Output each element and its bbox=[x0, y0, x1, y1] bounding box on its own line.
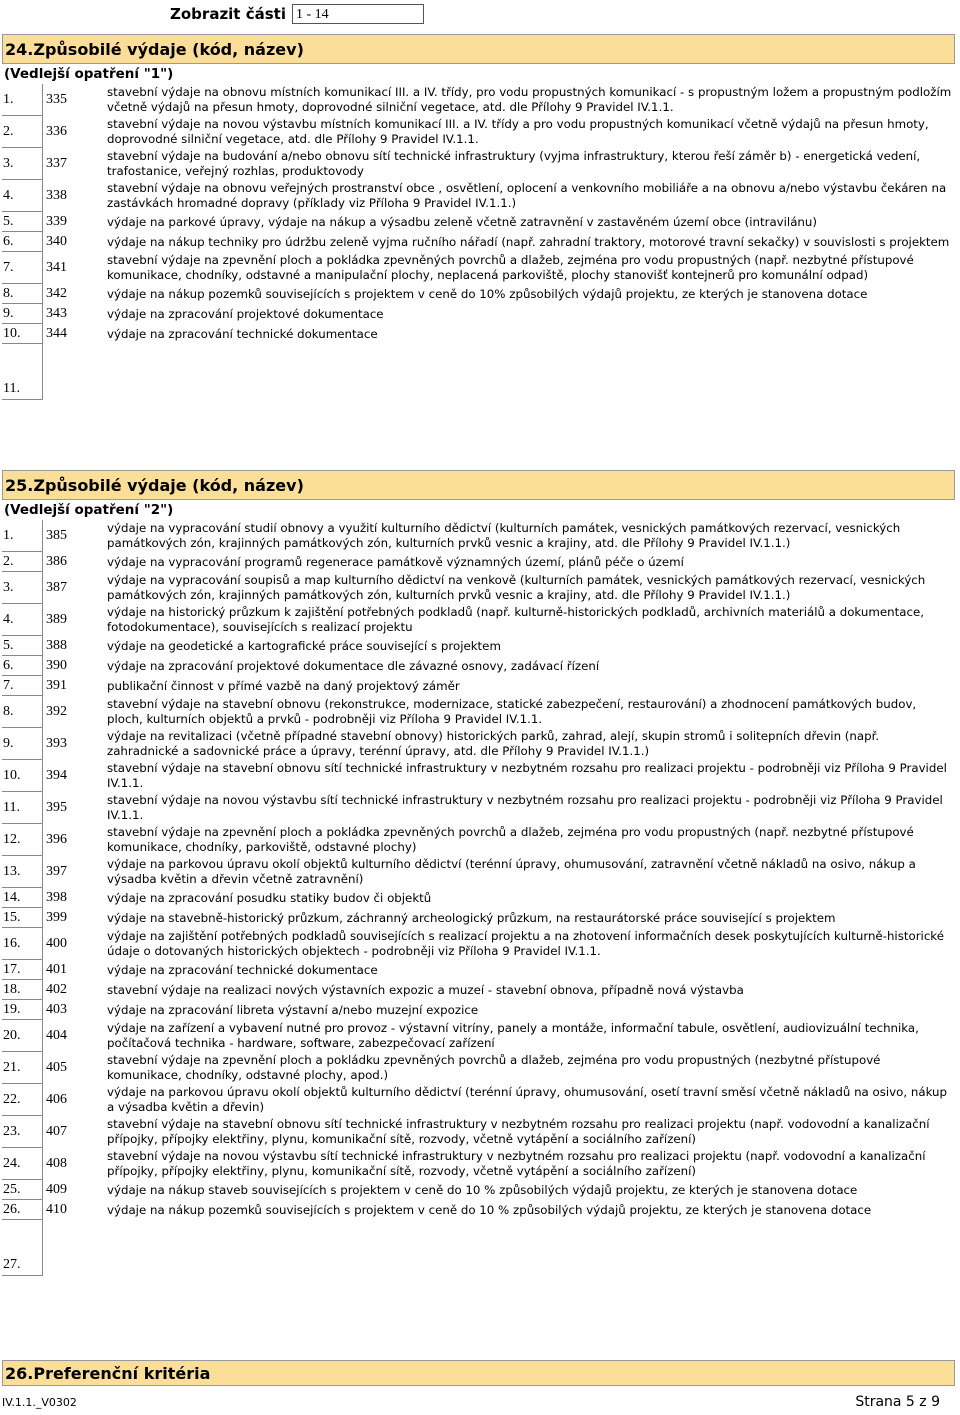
table-row bbox=[2, 856, 955, 888]
table-row bbox=[2, 888, 955, 908]
expense-description: výdaje na zajištění potřebných podkladů souvisejících s realizací projektu a na zhotovení informačních desek poskytujících kulturně-historické údaje o dotovaných historických objektech - podrobněji viz Příloha 9 Pravidel IV.1.1. bbox=[107, 929, 944, 958]
row-number: 9. bbox=[2, 304, 43, 324]
table-row bbox=[2, 148, 955, 180]
expense-description: výdaje na nákup pozemků souvisejících s projektem v ceně do 10 % způsobilých výdajů projektu, ze kterých je stanovena dotace bbox=[107, 1202, 872, 1217]
table-row bbox=[2, 1084, 955, 1116]
row-number: 1. bbox=[2, 520, 43, 552]
row-number: 1. bbox=[2, 84, 43, 116]
table-row bbox=[2, 84, 955, 116]
expense-description: výdaje na vypracování programů regenerace památkově významných území, plánů péče o území bbox=[107, 554, 684, 569]
expense-description: stavební výdaje na stavební obnovu (rekonstrukce, modernizace, statické zabezpečení, restaurování) a zhodnocení památkových budov, ploch, kulturních objektů a prvků - podrobněji viz Příloha 9 Pravidel IV.1.1. bbox=[107, 697, 917, 726]
expense-description: výdaje na zpracování posudku statiky budov či objektů bbox=[107, 890, 432, 905]
table-row bbox=[2, 232, 955, 252]
row-number: 2. bbox=[2, 116, 43, 148]
row-number: 12. bbox=[2, 824, 43, 856]
expense-code: 394 bbox=[43, 760, 105, 792]
table-row bbox=[2, 824, 955, 856]
table-row bbox=[2, 180, 955, 212]
table-row bbox=[2, 696, 955, 728]
section-24-empty-row bbox=[2, 344, 955, 400]
row-number: 20. bbox=[2, 1020, 43, 1052]
expense-code: 385 bbox=[43, 520, 105, 552]
expense-description: výdaje na parkovou úpravu okolí objektů kulturního dědictví (terénní úpravy, ohumusování, osetí travní směsí včetně nákladů na osivo, nákup a výsadba květin a dřevin) bbox=[107, 1085, 948, 1114]
row-number: 3. bbox=[2, 148, 43, 180]
document-code: IV.1.1._V0302 bbox=[2, 1396, 77, 1409]
section-selector bbox=[170, 2, 424, 26]
section-24 bbox=[2, 34, 955, 400]
row-number: 3. bbox=[2, 572, 43, 604]
expense-code: 398 bbox=[43, 888, 105, 908]
table-row bbox=[2, 1200, 955, 1220]
row-number: 10. bbox=[2, 760, 43, 792]
expense-code: 403 bbox=[43, 1000, 105, 1020]
table-row bbox=[2, 1000, 955, 1020]
expense-code: 401 bbox=[43, 960, 105, 980]
expense-code: 389 bbox=[43, 604, 105, 636]
table-row bbox=[2, 980, 955, 1000]
expense-code: 336 bbox=[43, 116, 105, 148]
expense-description: stavební výdaje na zpevnění ploch a pokládka zpevněných povrchů a dlažeb, zejména pro vodu propustných (např. nezbytné přístupové komunikace, chodníky, parkoviště, odstavné plochy) bbox=[107, 825, 914, 854]
table-row bbox=[2, 1116, 955, 1148]
expense-code: 388 bbox=[43, 636, 105, 656]
row-number: 4. bbox=[2, 604, 43, 636]
expense-description: výdaje na revitalizaci (včetně případné stavební obnovy) historických parků, zahrad, alejí, skupin stromů i solitерních dřevin (např. zahradnické a sadovnické práce a úpravy, terénní úpravy, atd. dle Přílohy 9 Pravidel IV.1.1.) bbox=[107, 729, 880, 758]
expense-code: 340 bbox=[43, 232, 105, 252]
table-row bbox=[2, 1020, 955, 1052]
expense-description: stavební výdaje na novou výstavbu sítí technické infrastruktury v nezbytném rozsahu pro realizaci projektu (např. vodovodní a kanalizační přípojky, přípojky elektřiny, plynu, komunikační sítě, rozvody, včetně vytápění a sociálního zařízení) bbox=[107, 1149, 926, 1178]
expense-code: 391 bbox=[43, 676, 105, 696]
table-row bbox=[2, 908, 955, 928]
expense-description: výdaje na zpracování technické dokumentace bbox=[107, 326, 378, 341]
expense-code: 342 bbox=[43, 284, 105, 304]
expense-description: publikační činnost v přímé vazbě na daný projektový záměr bbox=[107, 678, 460, 693]
table-row bbox=[2, 656, 955, 676]
expense-code: 386 bbox=[43, 552, 105, 572]
table-row bbox=[2, 252, 955, 284]
expense-description: výdaje na nákup pozemků souvisejících s projektem v ceně do 10% způsobilých výdajů projektu, ze kterých je stanovena dotace bbox=[107, 286, 868, 301]
table-row bbox=[2, 728, 955, 760]
row-number: 19. bbox=[2, 1000, 43, 1020]
table-row bbox=[2, 552, 955, 572]
expense-description: výdaje na zpracování projektové dokumentace dle závazné osnovy, zadávací řízení bbox=[107, 658, 600, 673]
table-row bbox=[2, 1148, 955, 1180]
expense-description: výdaje na zpracování libreta výstavní a/nebo muzejní expozice bbox=[107, 1002, 479, 1017]
section-24-subtitle: (Vedlejší opatření "1") bbox=[4, 66, 174, 82]
row-number: 5. bbox=[2, 212, 43, 232]
expense-code: 387 bbox=[43, 572, 105, 604]
page-number: Strana 5 z 9 bbox=[855, 1394, 940, 1410]
expense-code: 393 bbox=[43, 728, 105, 760]
section-24-title: 24.Způsobilé výdaje (kód, název) bbox=[2, 34, 955, 64]
expense-code: 402 bbox=[43, 980, 105, 1000]
expense-code: 343 bbox=[43, 304, 105, 324]
expense-code: 395 bbox=[43, 792, 105, 824]
row-number: 22. bbox=[2, 1084, 43, 1116]
expense-description: výdaje na vypracování studií obnovy a využití kulturního dědictví (kulturních památek, vesnických památkových rezervací, vesnických památkových zón, krajinných památkových zón, kulturních prvků vesnic a krajiny, atd. dle Přílohy 9 Pravidel IV.1.1.) bbox=[107, 521, 901, 550]
row-number: 24. bbox=[2, 1148, 43, 1180]
expense-code: 344 bbox=[43, 324, 105, 344]
row-number: 11. bbox=[2, 344, 43, 400]
row-number: 6. bbox=[2, 232, 43, 252]
table-row bbox=[2, 760, 955, 792]
row-number: 26. bbox=[2, 1200, 43, 1220]
table-row bbox=[2, 520, 955, 552]
row-number: 7. bbox=[2, 252, 43, 284]
expense-code: 406 bbox=[43, 1084, 105, 1116]
expense-description: stavební výdaje na zpevnění ploch a pokládka zpevněných povrchů a dlažeb, zejména pro vodu propustných (např. nezbytné přístupové komunikace, chodníky, odstavné a manipulační plochy, neplacená parkoviště, plochy stanovišť kontejnerů pro komunální odpad) bbox=[107, 253, 914, 282]
section-selector-label: Zobrazit části bbox=[170, 5, 286, 23]
expense-code: 397 bbox=[43, 856, 105, 888]
expense-description: stavební výdaje na budování a/nebo obnovu sítí technické infrastruktury (vyjma infrastruktury, kterou řeší záměr b) - energetická vedení, trafostanice, veřejný rozhlas, produktovody bbox=[107, 149, 921, 178]
expense-code: 405 bbox=[43, 1052, 105, 1084]
expense-code: 335 bbox=[43, 84, 105, 116]
expense-description: stavební výdaje na stavební obnovu sítí technické infrastruktury v nezbytném rozsahu pro realizaci projektu (např. vodovodní a kanalizační přípojky, přípojky elektřiny, plynu, komunikační sítě, rozvody, včetně vytápění a sociálního zařízení) bbox=[107, 1117, 930, 1146]
row-number: 10. bbox=[2, 324, 43, 344]
expense-code: 392 bbox=[43, 696, 105, 728]
table-row bbox=[2, 636, 955, 656]
expense-code: 408 bbox=[43, 1148, 105, 1180]
expense-description: výdaje na nákup staveb souvisejících s projektem v ceně do 10 % způsobilých výdajů projektu, ze kterých je stanovena dotace bbox=[107, 1182, 858, 1197]
table-row bbox=[2, 1052, 955, 1084]
row-number: 8. bbox=[2, 696, 43, 728]
expense-code: 339 bbox=[43, 212, 105, 232]
row-number: 5. bbox=[2, 636, 43, 656]
expense-code: 410 bbox=[43, 1200, 105, 1220]
table-row bbox=[2, 572, 955, 604]
expense-code: 404 bbox=[43, 1020, 105, 1052]
table-row bbox=[2, 116, 955, 148]
table-row bbox=[2, 1180, 955, 1200]
expense-description: výdaje na zařízení a vybavení nutné pro provoz - výstavní vitríny, panely a montáže, informační tabule, osvětlení, audiovizuální technika, počítačová technika - hardware, software, zabezpečovací zařízení bbox=[107, 1021, 919, 1050]
expense-description: stavební výdaje na novou výstavbu sítí technické infrastruktury v nezbytném rozsahu pro realizaci projektu - podrobněji viz Příloha 9 Pravidel IV.1.1. bbox=[107, 793, 943, 822]
expense-description: výdaje na parkovou úpravu okolí objektů kulturního dědictví (terénní úpravy, ohumusování, zatravnění včetně nákladů na osivo, nákup a výsadba květin a dřevin včetně zatravnění) bbox=[107, 857, 916, 886]
row-number: 25. bbox=[2, 1180, 43, 1200]
row-number: 17. bbox=[2, 960, 43, 980]
table-row bbox=[2, 604, 955, 636]
expense-code: 399 bbox=[43, 908, 105, 928]
section-25 bbox=[2, 470, 955, 1276]
row-number: 13. bbox=[2, 856, 43, 888]
expense-description: stavební výdaje na realizaci nových výstavních expozic a muzeí - stavební obnova, případně nová výstavba bbox=[107, 982, 744, 997]
expense-code: 338 bbox=[43, 180, 105, 212]
row-number: 7. bbox=[2, 676, 43, 696]
expense-code: 390 bbox=[43, 656, 105, 676]
expense-description: výdaje na zpracování projektové dokumentace bbox=[107, 306, 384, 321]
row-number: 23. bbox=[2, 1116, 43, 1148]
row-number: 16. bbox=[2, 928, 43, 960]
table-row bbox=[2, 960, 955, 980]
row-number: 21. bbox=[2, 1052, 43, 1084]
section-25-title: 25.Způsobilé výdaje (kód, název) bbox=[2, 470, 955, 500]
section-26-title: 26.Preferenční kritéria bbox=[2, 1360, 955, 1386]
row-number: 6. bbox=[2, 656, 43, 676]
table-row bbox=[2, 212, 955, 232]
row-number: 27. bbox=[2, 1220, 43, 1276]
expense-code: 400 bbox=[43, 928, 105, 960]
expense-code: 396 bbox=[43, 824, 105, 856]
table-row bbox=[2, 928, 955, 960]
table-row bbox=[2, 284, 955, 304]
expense-code: 407 bbox=[43, 1116, 105, 1148]
table-row bbox=[2, 304, 955, 324]
expense-description: stavební výdaje na stavební obnovu sítí technické infrastruktury v nezbytném rozsahu pro realizaci projektu - podrobněji viz Příloha 9 Pravidel IV.1.1. bbox=[107, 761, 947, 790]
row-number: 2. bbox=[2, 552, 43, 572]
section-range-input[interactable]: 1 - 14 bbox=[292, 4, 424, 24]
expense-description: stavební výdaje na obnovu místních komunikací III. a IV. třídy, pro vodu propustných komunikací - s propustným ložem a propustným podložím včetně výdajů na přesun hmoty, doprovodné silniční vegetace, atd. dle Přílohy 9 Pravidel IV.1.1. bbox=[107, 85, 952, 114]
row-number: 15. bbox=[2, 908, 43, 928]
expense-code: 409 bbox=[43, 1180, 105, 1200]
expense-code: 341 bbox=[43, 252, 105, 284]
section-25-rows bbox=[2, 520, 955, 1220]
expense-description: stavební výdaje na novou výstavbu místních komunikací III. a IV. třídy a pro vodu propustných komunikací včetně výdajů na přesun hmoty, doprovodné silniční vegetace, atd. dle Přílohy 9 Pravidel IV.1.1. bbox=[107, 117, 929, 146]
expense-code: 337 bbox=[43, 148, 105, 180]
section-25-empty-row bbox=[2, 1220, 955, 1276]
table-row bbox=[2, 676, 955, 696]
table-row bbox=[2, 792, 955, 824]
expense-description: výdaje na zpracování technické dokumentace bbox=[107, 962, 378, 977]
table-row bbox=[2, 324, 955, 344]
section-26 bbox=[2, 1360, 955, 1386]
expense-description: výdaje na stavebně-historický průzkum, záchranný archeologický průzkum, na restaurátorské práce související s projektem bbox=[107, 910, 836, 925]
expense-description: výdaje na geodetické a kartografické práce související s projektem bbox=[107, 638, 501, 653]
expense-description: výdaje na nákup techniky pro údržbu zeleně vyjma ručního nářadí (např. zahradní traktory, motorové travní sekačky) v souvislosti s projektem bbox=[107, 234, 950, 249]
expense-description: výdaje na vypracování soupisů a map kulturního dědictví na venkově (kulturních památek, vesnických památkových rezervací, vesnických památkových zón, krajinných památkových zón, kulturních prvků vesnic a krajiny, atd. dle Přílohy 9 Pravidel IV.1.1.) bbox=[107, 573, 926, 602]
expense-description: stavební výdaje na zpevnění ploch a pokládku zpevněných povrchů a dlažeb, zejména pro vodu propustných (nezbytné přístupové komunikace, chodníky, odstavné plochy, apod.) bbox=[107, 1053, 881, 1082]
row-number: 11. bbox=[2, 792, 43, 824]
row-number: 14. bbox=[2, 888, 43, 908]
expense-description: výdaje na parkové úpravy, výdaje na nákup a výsadbu zeleně včetně zatravnění v zastavěném území obce (intravilánu) bbox=[107, 214, 817, 229]
row-number: 9. bbox=[2, 728, 43, 760]
section-25-subtitle: (Vedlejší opatření "2") bbox=[4, 502, 174, 518]
expense-description: stavební výdaje na obnovu veřejných prostranství obce , osvětlení, oplocení a venkovního mobiliáře a na obnovu a/nebo výstavbu čekáren na zastávkách hromadné dopravy (příklady viz Příloha 9 Pravidel IV.1.1.) bbox=[107, 181, 947, 210]
expense-description: výdaje na historický průzkum k zajištění potřebných podkladů (např. kulturně-historických podkladů, archivních materiálů a dokumentace, fotodokumentace), souvisejících s realizací projektu bbox=[107, 605, 924, 634]
row-number: 18. bbox=[2, 980, 43, 1000]
section-24-rows bbox=[2, 84, 955, 344]
row-number: 8. bbox=[2, 284, 43, 304]
row-number: 4. bbox=[2, 180, 43, 212]
